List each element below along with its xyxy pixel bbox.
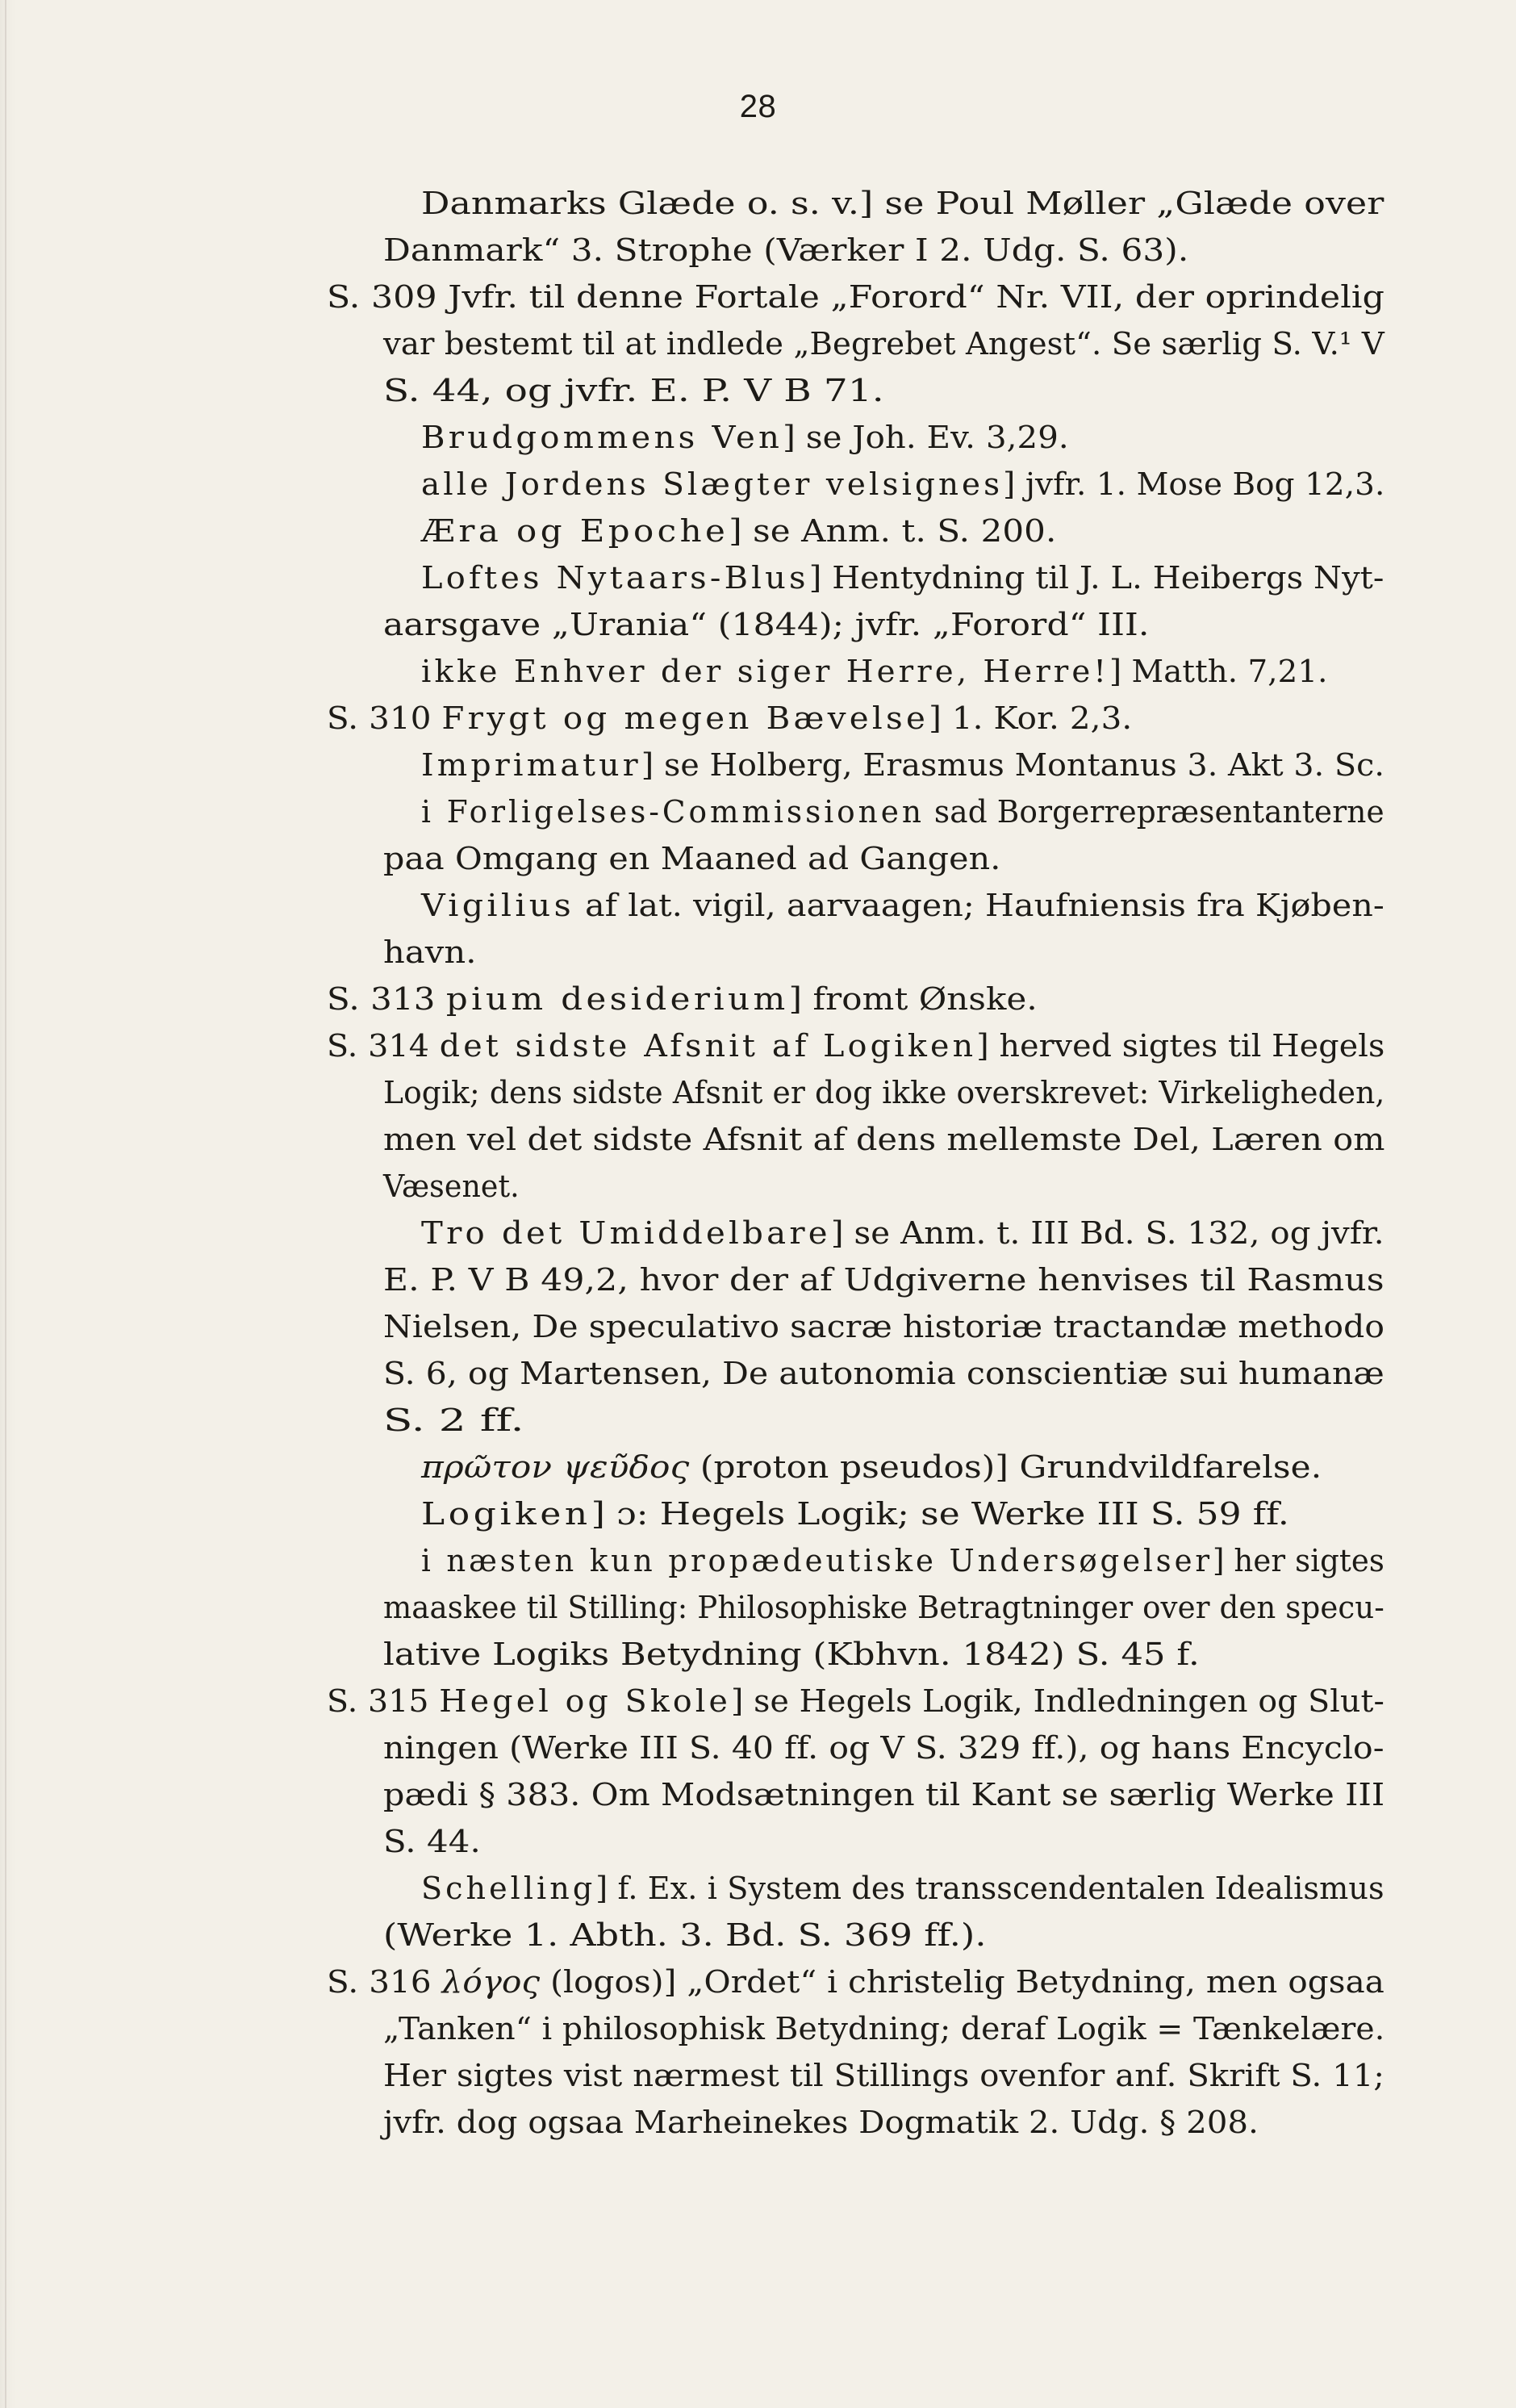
text-span: ] se Hegels Logik, Indledningen og Slut- (731, 1683, 1384, 1719)
text-span: S. 44, og jvfr. E. P. V B 71. (383, 373, 884, 408)
text-line (383, 1584, 1384, 1631)
text-span: af lat. vigil, aarvaagen; Haufniensis fra Kjøben- (574, 888, 1384, 923)
text-line (421, 1537, 1384, 1584)
lemma-text: alle Jordens Slægter velsignes (421, 466, 1004, 502)
lemma-text: Imprimatur (421, 747, 641, 783)
text-line (383, 929, 477, 976)
lemma-text: i næsten kun propædeutiske Undersøgelser (421, 1543, 1213, 1578)
text-line (327, 1678, 1384, 1724)
text-line (383, 1303, 1384, 1350)
text-span: E. P. V B 49,2, hvor der af Udgiverne henvises til Rasmus (383, 1262, 1384, 1298)
text-line (383, 2052, 1384, 2099)
text-span: S. 2 ff. (383, 1403, 524, 1438)
text-span: S. 309 Jvfr. til denne Fortale „Forord“ Nr. VII, der oprindelig (327, 279, 1385, 315)
greek-text: πρῶτον ψεῦδος (421, 1449, 690, 1485)
text-span: ] fromt Ønske. (788, 981, 1038, 1017)
lemma-text: Loftes Nytaars-Blus (421, 560, 809, 596)
text-line (421, 648, 1327, 695)
text-line (421, 180, 1384, 227)
lemma-text: Brudgommens Ven (421, 420, 783, 455)
text-span: ] se Holberg, Erasmus Montanus 3. Akt 3. Sc. (641, 747, 1385, 783)
text-line (383, 1724, 1384, 1771)
text-span: ] se Anm. t. S. 200. (729, 513, 1057, 549)
text-span: aarsgave „Urania“ (1844); jvfr. „Forord“ III. (383, 607, 1150, 642)
text-line (327, 1959, 1384, 2005)
text-span: havn. (383, 934, 477, 970)
lemma-text: Schelling (421, 1871, 596, 1906)
text-span: S. 313 (327, 981, 446, 1017)
text-span: (logos)] „Ordet“ i christelig Betydning, men ogsaa (540, 1964, 1384, 2000)
text-line (327, 274, 1384, 320)
text-line (383, 1256, 1384, 1303)
text-line (327, 695, 1132, 742)
text-span: Danmark“ 3. Strophe (Værker I 2. Udg. S. 63). (383, 232, 1189, 268)
text-line (327, 976, 1038, 1022)
lemma-text: Æra og Epoche (421, 513, 729, 549)
text-span: maaskee til Stilling: Philosophiske Betragtninger over den specu- (383, 1590, 1384, 1625)
text-span: Nielsen, De speculativo sacræ historiæ tractandæ methodo (383, 1309, 1385, 1344)
text-line (383, 1912, 987, 1959)
text-line (383, 1350, 1384, 1397)
text-span: ] se Joh. Ev. 3,29. (783, 420, 1069, 455)
text-span: ] se Anm. t. III Bd. S. 132, og jvfr. (830, 1215, 1384, 1251)
text-span: pædi § 383. Om Modsætningen til Kant se særlig Werke III (383, 1777, 1385, 1812)
text-span: jvfr. dog ogsaa Marheinekes Dogmatik 2. Udg. § 208. (383, 2105, 1259, 2140)
text-span: ningen (Werke III S. 40 ff. og V S. 329 ff.), og hans Encyclo- (383, 1730, 1384, 1766)
text-span: S. 316 (327, 1964, 442, 2000)
text-line (383, 835, 1000, 882)
text-line (383, 601, 1149, 648)
lemma-text: Tro det Umiddelbare (421, 1215, 831, 1251)
text-span: S. 6, og Martensen, De autonomia conscientiæ sui humanæ (383, 1356, 1384, 1391)
lemma-text: i Forligelses-Commissionen (421, 794, 925, 830)
text-span: S. 310 (327, 700, 442, 736)
text-span: Her sigtes vist nærmest til Stillings ovenfor anf. Skrift S. 11; (383, 2058, 1385, 2093)
text-line (421, 508, 1056, 554)
text-line (383, 1069, 1384, 1116)
text-line (421, 882, 1384, 929)
page-edge-shadow (5, 0, 6, 2408)
text-line (421, 742, 1384, 788)
text-line (383, 1771, 1384, 1818)
lemma-text: Vigilius (421, 888, 575, 923)
text-span: ] Hentydning til J. L. Heibergs Nyt- (808, 560, 1384, 596)
lemma-text: det sidste Afsnit af Logiken (439, 1028, 977, 1064)
text-line (421, 1865, 1384, 1912)
text-span: ] herved sigtes til Hegels (976, 1028, 1385, 1064)
text-line (383, 2099, 1259, 2146)
lemma-text: Logiken (421, 1496, 591, 1532)
lemma-text: pium desiderium (445, 981, 789, 1017)
text-line (383, 1163, 520, 1210)
text-line (421, 554, 1384, 601)
text-span: ] f. Ex. i System des transscendentalen Idealismus (595, 1871, 1384, 1906)
text-span: Danmarks Glæde o. s. v.] se Poul Møller „Glæde over (421, 186, 1384, 221)
text-span: ] her sigtes (1213, 1543, 1385, 1578)
text-span: „Tanken“ i philosophisk Betydning; deraf Logik = Tænkelære. (383, 2011, 1385, 2046)
text-span: lative Logiks Betydning (Kbhvn. 1842) S. 45 f. (383, 1637, 1200, 1672)
text-line (383, 320, 1384, 367)
text-span: Væsenet. (383, 1168, 520, 1204)
text-line (327, 1022, 1384, 1069)
lemma-text: Frygt og megen Bævelse (441, 700, 929, 736)
text-span: Logik; dens sidste Afsnit er dog ikke overskrevet: Virkeligheden, (383, 1075, 1385, 1110)
text-span: ] jvfr. 1. Mose Bog 12,3. (1003, 466, 1385, 502)
text-span: paa Omgang en Maaned ad Gangen. (383, 841, 1001, 876)
text-span: (proton pseudos)] Grundvildfarelse. (689, 1449, 1322, 1485)
text-span: sad Borgerrepræsentanterne (924, 794, 1384, 830)
text-line (383, 367, 884, 414)
lemma-text: Hegel og Skole (439, 1683, 732, 1719)
text-line (421, 1210, 1384, 1256)
text-span: men vel det sidste Afsnit af dens mellemste Del, Læren om (383, 1122, 1385, 1157)
page-number: 28 (739, 89, 777, 124)
text-line (421, 461, 1384, 508)
text-span: ] Matth. 7,21. (1109, 654, 1328, 689)
text-span: ] ɔ: Hegels Logik; se Werke III S. 59 ff. (591, 1496, 1289, 1532)
text-line (421, 414, 1069, 461)
text-line (383, 227, 1188, 274)
text-span: S. 315 (327, 1683, 440, 1719)
greek-text: λόγος (441, 1964, 541, 2000)
text-line (383, 1818, 481, 1865)
text-line (421, 1490, 1289, 1537)
text-span: S. 314 (327, 1028, 440, 1064)
text-span: (Werke 1. Abth. 3. Bd. S. 369 ff.). (383, 1917, 987, 1953)
text-line (383, 1116, 1384, 1163)
text-line (383, 1397, 524, 1444)
text-line (421, 788, 1384, 835)
text-span: var bestemt til at indlede „Begrebet Angest“. Se særlig S. V.¹ V (383, 326, 1384, 362)
text-line (421, 1444, 1322, 1490)
text-span: S. 44. (383, 1824, 481, 1859)
text-line (383, 1631, 1200, 1678)
text-line (383, 2005, 1384, 2052)
text-span: ] 1. Kor. 2,3. (929, 700, 1133, 736)
lemma-text: ikke Enhver der siger Herre, Herre! (421, 654, 1109, 689)
